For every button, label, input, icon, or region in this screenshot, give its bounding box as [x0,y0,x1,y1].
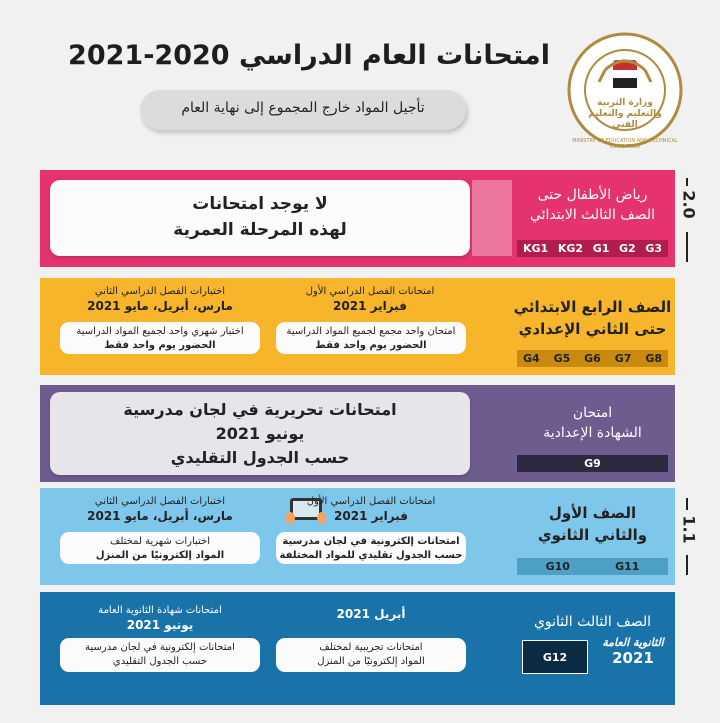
spine-label-bottom: 1.1 [679,515,699,544]
row-kg-g3-line2: لهذه المرحلة العمرية [173,220,347,240]
logo-inner-text: وزارة التربية والتعليم والتعليم الفني [588,98,662,130]
row-g12-head [510,592,675,705]
grade-label: G7 [614,352,632,365]
row-g4-g8 [40,278,675,375]
note-line: اختبارات شهرية لمختلف [109,536,211,547]
row-g4-g8-head-title-1: الصف الرابع الابتدائي [513,298,672,316]
spine-line-bottom-b [686,555,688,575]
second-term-label: اختبارات الفصل الدراسي الثاني [94,496,226,507]
grade-label: KG2 [557,242,584,255]
row-kg-g3-head [510,170,675,267]
row-g10-g11-head [510,488,675,585]
grade-label: G2 [619,242,636,255]
note-line: امتحانات إلكترونية في لجان مدرسية [85,642,235,653]
row-g10-g11-head-title-1: الصف الأول [548,504,637,522]
note-line: امتحانات تجريبية لمختلف [319,642,423,653]
first-term-date: أبريل 2021 [336,607,406,621]
row-g12 [40,592,675,705]
first-term-label: امتحانات الفصل الدراسي الأول [305,286,435,297]
note-line-bold: المواد إلكترونيًا من المنزل [95,550,225,561]
second-term-date: يونيو 2021 [126,618,194,632]
row-g9-head-title-2: الشهادة الإعدادية [543,425,642,441]
row-g12-second-term-head [60,604,260,632]
row-g10-g11 [40,488,675,585]
ministry-logo [565,30,685,150]
row-kg-g3-grades [517,240,668,257]
grade-label: G12 [542,650,568,664]
second-term-label: اختبارات الفصل الدراسي الثاني [94,286,226,297]
badge-year: 2021 [612,649,654,667]
badge-title: الثانوية العامة [602,636,664,649]
row-g4-g8-first-term-head [275,285,465,313]
grade-label: G10 [545,560,570,573]
row-g12-head-title: الصف الثالث الثانوي [533,614,652,630]
row-g12-grades [522,640,588,674]
first-term-label: امتحانات الفصل الدراسي الأول [306,496,436,507]
grade-label: G9 [584,457,601,470]
row-g9-line3: حسب الجدول التقليدي [170,448,350,467]
thanaweya-badge [598,636,668,667]
logo-ring-text: MINISTRY OF EDUCATION AND TECHNICAL EDUCATION [572,138,678,150]
row-g10-g11-first-term-note [276,532,466,564]
row-g12-first-term-note [276,638,466,672]
first-term-date: فبراير 2021 [334,509,408,523]
first-term-date: فبراير 2021 [333,299,407,313]
row-g12-first-term-head [276,607,466,621]
row-g9-panel [50,392,470,475]
note-line: حسب الجدول تقليدي للمواد المختلفة [279,550,463,561]
row-g10-g11-second-term-note [60,532,260,564]
row-g9-line2: يونيو 2021 [215,424,305,443]
row-kg-g3-connector [472,180,512,256]
subtitle-text: تأجيل المواد خارج المجموع إلى نهاية العام [181,100,425,116]
grade-label: KG1 [523,242,549,255]
grade-label: G6 [584,352,601,365]
row-g10-g11-grades [517,558,668,575]
row-g10-g11-first-term-head [276,495,466,523]
row-g9-head-title-1: امتحان [572,405,613,421]
grade-label: G8 [645,352,662,365]
grade-label: G11 [615,560,640,573]
second-term-date: مارس، أبريل، مايو 2021 [87,299,233,313]
row-g4-g8-head [510,278,675,375]
note-line: حسب الجدول التقليدي [112,656,208,667]
row-g9-head [510,385,675,482]
second-term-label: امتحانات شهادة الثانوية العامة [98,605,222,616]
note-line: اختبار شهري واحد لجميع المواد الدراسية [76,326,244,337]
row-g12-second-term-note [60,638,260,672]
note-line-bold: الحضور يوم واحد فقط [315,340,427,351]
row-g4-g8-second-term-head [60,285,260,313]
grade-label: G1 [592,242,610,255]
row-g4-g8-grades [517,350,668,367]
grade-label: G4 [523,352,540,365]
row-kg-g3-line1: لا يوجد امتحانات [192,194,328,214]
second-term-date: مارس، أبريل، مايو 2021 [87,509,233,523]
spine-label-top: 2.0 [679,190,699,219]
row-g10-g11-head-title-2: والثاني الثانوي [537,526,648,544]
page-title: امتحانات العام الدراسي 2020-2021 [68,40,550,71]
note-line: امتحانات إلكترونية في لجان مدرسية [282,536,460,547]
spine-line-top-b [686,232,688,262]
note-line: امتحان واحد مجمع لجميع المواد الدراسية [286,326,456,337]
row-g4-g8-head-title-2: حتى الثاني الإعدادي [518,320,667,338]
row-g10-g11-second-term-head [60,495,260,523]
grade-label: G5 [553,352,571,365]
note-line: المواد إلكترونيًا من المنزل [317,656,425,667]
row-kg-g3 [40,170,675,267]
row-g9 [40,385,675,482]
note-line-bold: الحضور يوم واحد فقط [104,340,216,351]
row-g9-line1: امتحانات تحريرية في لجان مدرسية [123,400,397,419]
row-g4-g8-second-term-note [60,322,260,354]
row-kg-g3-head-title: رياض الأطفال حتى الصف الثالث الابتدائي [529,187,656,223]
grade-label: G3 [645,242,662,255]
row-g4-g8-first-term-note [276,322,466,354]
row-kg-g3-panel [50,180,470,256]
row-g9-grades [517,455,668,472]
